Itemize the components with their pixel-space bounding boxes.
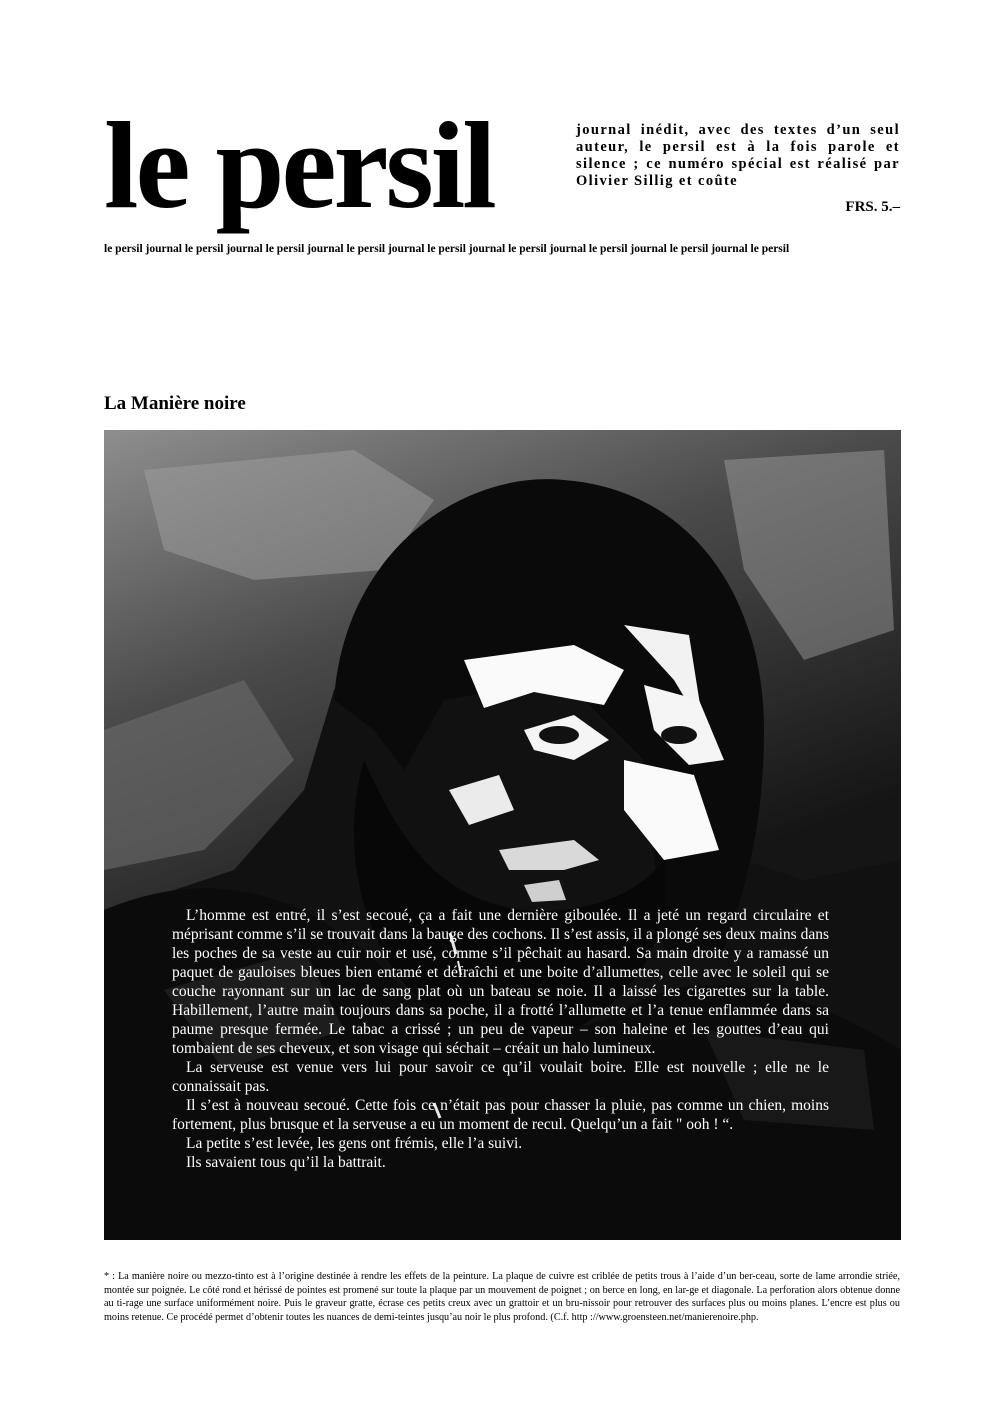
article-paragraph: L’homme est entré, il s’est secoué, ça a fait une dernière giboulée. Il a jeté un regard circulaire et méprisant comme s’il se trouvait dans la bauge des cochons. Il s’est assis, il a plongé ses deux mains dans les poches de sa veste au cuir noir et usé, comme s’il pêchait au hasard. Sa main droite y a ramassé un paquet de gauloises bleues bien entamé et défraîchi et une boite d’allumettes, celle avec le soleil qui se couche rayonnant sur un lac de sang plat où un bateau se noie. Il a laissé les cigarettes sur la table. Habillement, l’autre main toujours dans sa poche, il a frotté l’allumette et l’a tenue enflammée dans sa paume presque fermée. Le tabac a crissé ; un peu de vapeur – son haleine et les gouttes d’eau qui tombaient de ses cheveux, et son visage qui séchait – créait un halo lumineux.	[172, 907, 829, 1057]
article-body	[172, 906, 829, 1172]
footnote: * : La manière noire ou mezzo-tinto est à l’origine destinée à rendre les effets de la peinture. La plaque de cuivre est criblée de petits trous à l’aide d’un ber-ceau, sorte de lame arrondie striée, montée sur poignée. Le côté rond et hérissé de pointes est promené sur toute la plaque par un mouvement de poignet ; on berce en long, en lar-ge et diagonale. La perforation alors obtenue donne au ti-rage une surface uniformément noire. Puis le graveur gratte, écrase ces petits creux avec un grattoir et un bru-nissoir pour retrouver des surfaces plus ou moins planes. L’encre est plus ou moins retenue. Ce procédé permet d’obtenir toutes les nuances de demi-teintes jusqu’au noir le plus profond. (C.f. http ://www.groensteen.net/manierenoire.php.	[104, 1271, 900, 1323]
masthead-title: le persil	[104, 97, 494, 234]
masthead-ribbon: le persil journal le persil journal le persil journal le persil journal le persil journal le persil journal le persil journal le persil journal le persil	[104, 243, 790, 255]
article-artwork	[104, 430, 901, 1240]
article-paragraph: Ils savaient tous qu’il la battrait.	[186, 1154, 386, 1171]
masthead-blurb: journal inédit, avec des textes d’un seul auteur, le persil est à la fois parole et silence ; ce numéro spécial est réalisé par Olivier Sillig et coûte	[576, 122, 900, 189]
article-title: La Manière noire	[104, 393, 246, 414]
article-paragraph: La serveuse est venue vers lui pour savoir ce qu’il voulait boire. Elle est nouvelle ; elle ne le connaissait pas.	[172, 1059, 829, 1095]
article-paragraph: La petite s’est levée, les gens ont frémis, elle l’a suivi.	[186, 1135, 523, 1152]
price-label: FRS. 5.–	[845, 199, 900, 215]
article-paragraph: Il s’est à nouveau secoué. Cette fois ce n’était pas pour chasser la pluie, pas comme un chien, moins fortement, plus brusque et la serveuse a eu un moment de recul. Quelqu’un a fait " ooh ! “.	[172, 1097, 829, 1133]
